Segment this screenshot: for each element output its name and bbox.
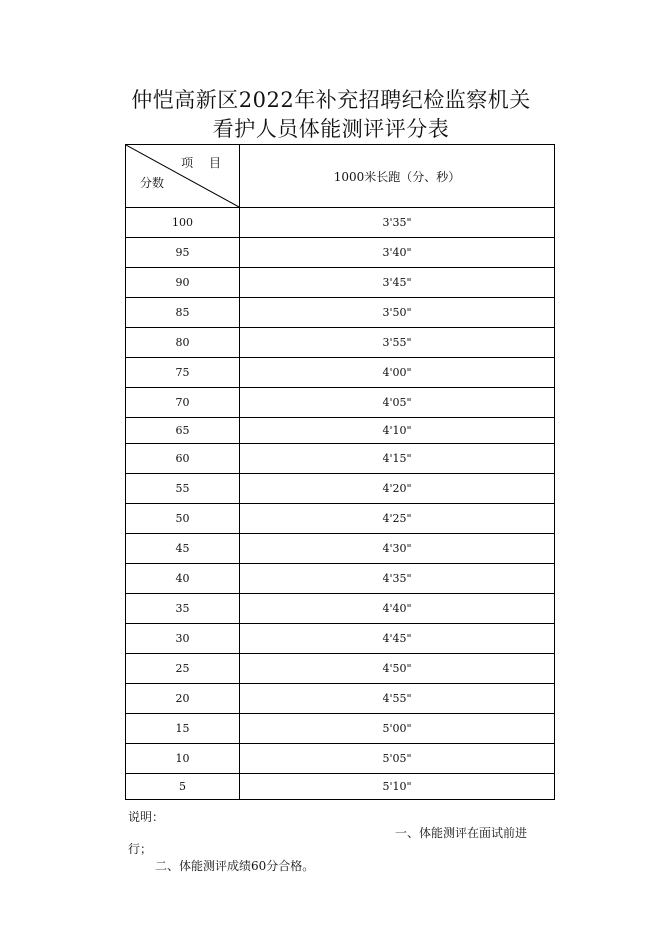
note-item-1-part-1: 一、体能测评在面试前进 <box>395 826 528 840</box>
table-row <box>126 774 555 800</box>
score-cell: 50 <box>126 504 240 534</box>
time-cell: 4'25" <box>240 504 555 534</box>
header-score-label: 分数 <box>140 176 165 190</box>
table-row <box>126 474 555 504</box>
diagonal-header-cell <box>126 145 240 208</box>
table-row <box>126 418 555 444</box>
time-cell: 4'40" <box>240 594 555 624</box>
score-cell: 85 <box>126 298 240 328</box>
score-cell: 55 <box>126 474 240 504</box>
score-cell: 100 <box>126 208 240 238</box>
header-item-label: 项 目 <box>181 156 227 170</box>
notes-label: 说明： <box>128 810 165 824</box>
table-row <box>126 504 555 534</box>
table-row <box>126 534 555 564</box>
time-cell: 4'00" <box>240 358 555 388</box>
time-cell: 4'35" <box>240 564 555 594</box>
time-cell: 5'00" <box>240 714 555 744</box>
score-cell: 30 <box>126 624 240 654</box>
note-item-2: 二、体能测评成绩60分合格。 <box>155 859 315 873</box>
score-cell: 80 <box>126 328 240 358</box>
table-row <box>126 328 555 358</box>
note-item-1-part-2: 行； <box>128 842 153 856</box>
score-cell: 60 <box>126 444 240 474</box>
table-row <box>126 208 555 238</box>
document-title-line-2: 看护人员体能测评评分表 <box>212 117 450 141</box>
time-cell: 3'40" <box>240 238 555 268</box>
time-cell: 4'45" <box>240 624 555 654</box>
score-cell: 20 <box>126 684 240 714</box>
table-row <box>126 444 555 474</box>
time-cell: 4'10" <box>240 418 555 444</box>
table-row <box>126 238 555 268</box>
time-cell: 4'05" <box>240 388 555 418</box>
table-header-row <box>126 145 555 208</box>
score-cell: 40 <box>126 564 240 594</box>
time-cell: 3'50" <box>240 298 555 328</box>
table-row <box>126 654 555 684</box>
score-cell: 45 <box>126 534 240 564</box>
score-cell: 35 <box>126 594 240 624</box>
time-cell: 5'05" <box>240 744 555 774</box>
time-cell: 4'55" <box>240 684 555 714</box>
time-cell: 4'50" <box>240 654 555 684</box>
score-table <box>125 144 555 800</box>
table-row <box>126 714 555 744</box>
table-row <box>126 358 555 388</box>
time-cell: 3'45" <box>240 268 555 298</box>
table-row <box>126 684 555 714</box>
score-cell: 90 <box>126 268 240 298</box>
time-cell: 4'15" <box>240 444 555 474</box>
score-cell: 15 <box>126 714 240 744</box>
time-cell: 5'10" <box>240 774 555 800</box>
score-cell: 5 <box>126 774 240 800</box>
table-row <box>126 298 555 328</box>
score-cell: 65 <box>126 418 240 444</box>
table-row <box>126 564 555 594</box>
table-row <box>126 624 555 654</box>
score-cell: 25 <box>126 654 240 684</box>
score-cell: 75 <box>126 358 240 388</box>
time-cell: 3'55" <box>240 328 555 358</box>
table-row <box>126 388 555 418</box>
score-cell: 10 <box>126 744 240 774</box>
table-row <box>126 744 555 774</box>
document-title-line-1: 仲恺高新区2022年补充招聘纪检监察机关 <box>131 88 531 112</box>
time-cell: 3'35" <box>240 208 555 238</box>
table-row <box>126 268 555 298</box>
score-cell: 95 <box>126 238 240 268</box>
header-run-column: 1000米长跑（分、秒） <box>240 145 555 208</box>
score-cell: 70 <box>126 388 240 418</box>
table-row <box>126 594 555 624</box>
time-cell: 4'20" <box>240 474 555 504</box>
time-cell: 4'30" <box>240 534 555 564</box>
